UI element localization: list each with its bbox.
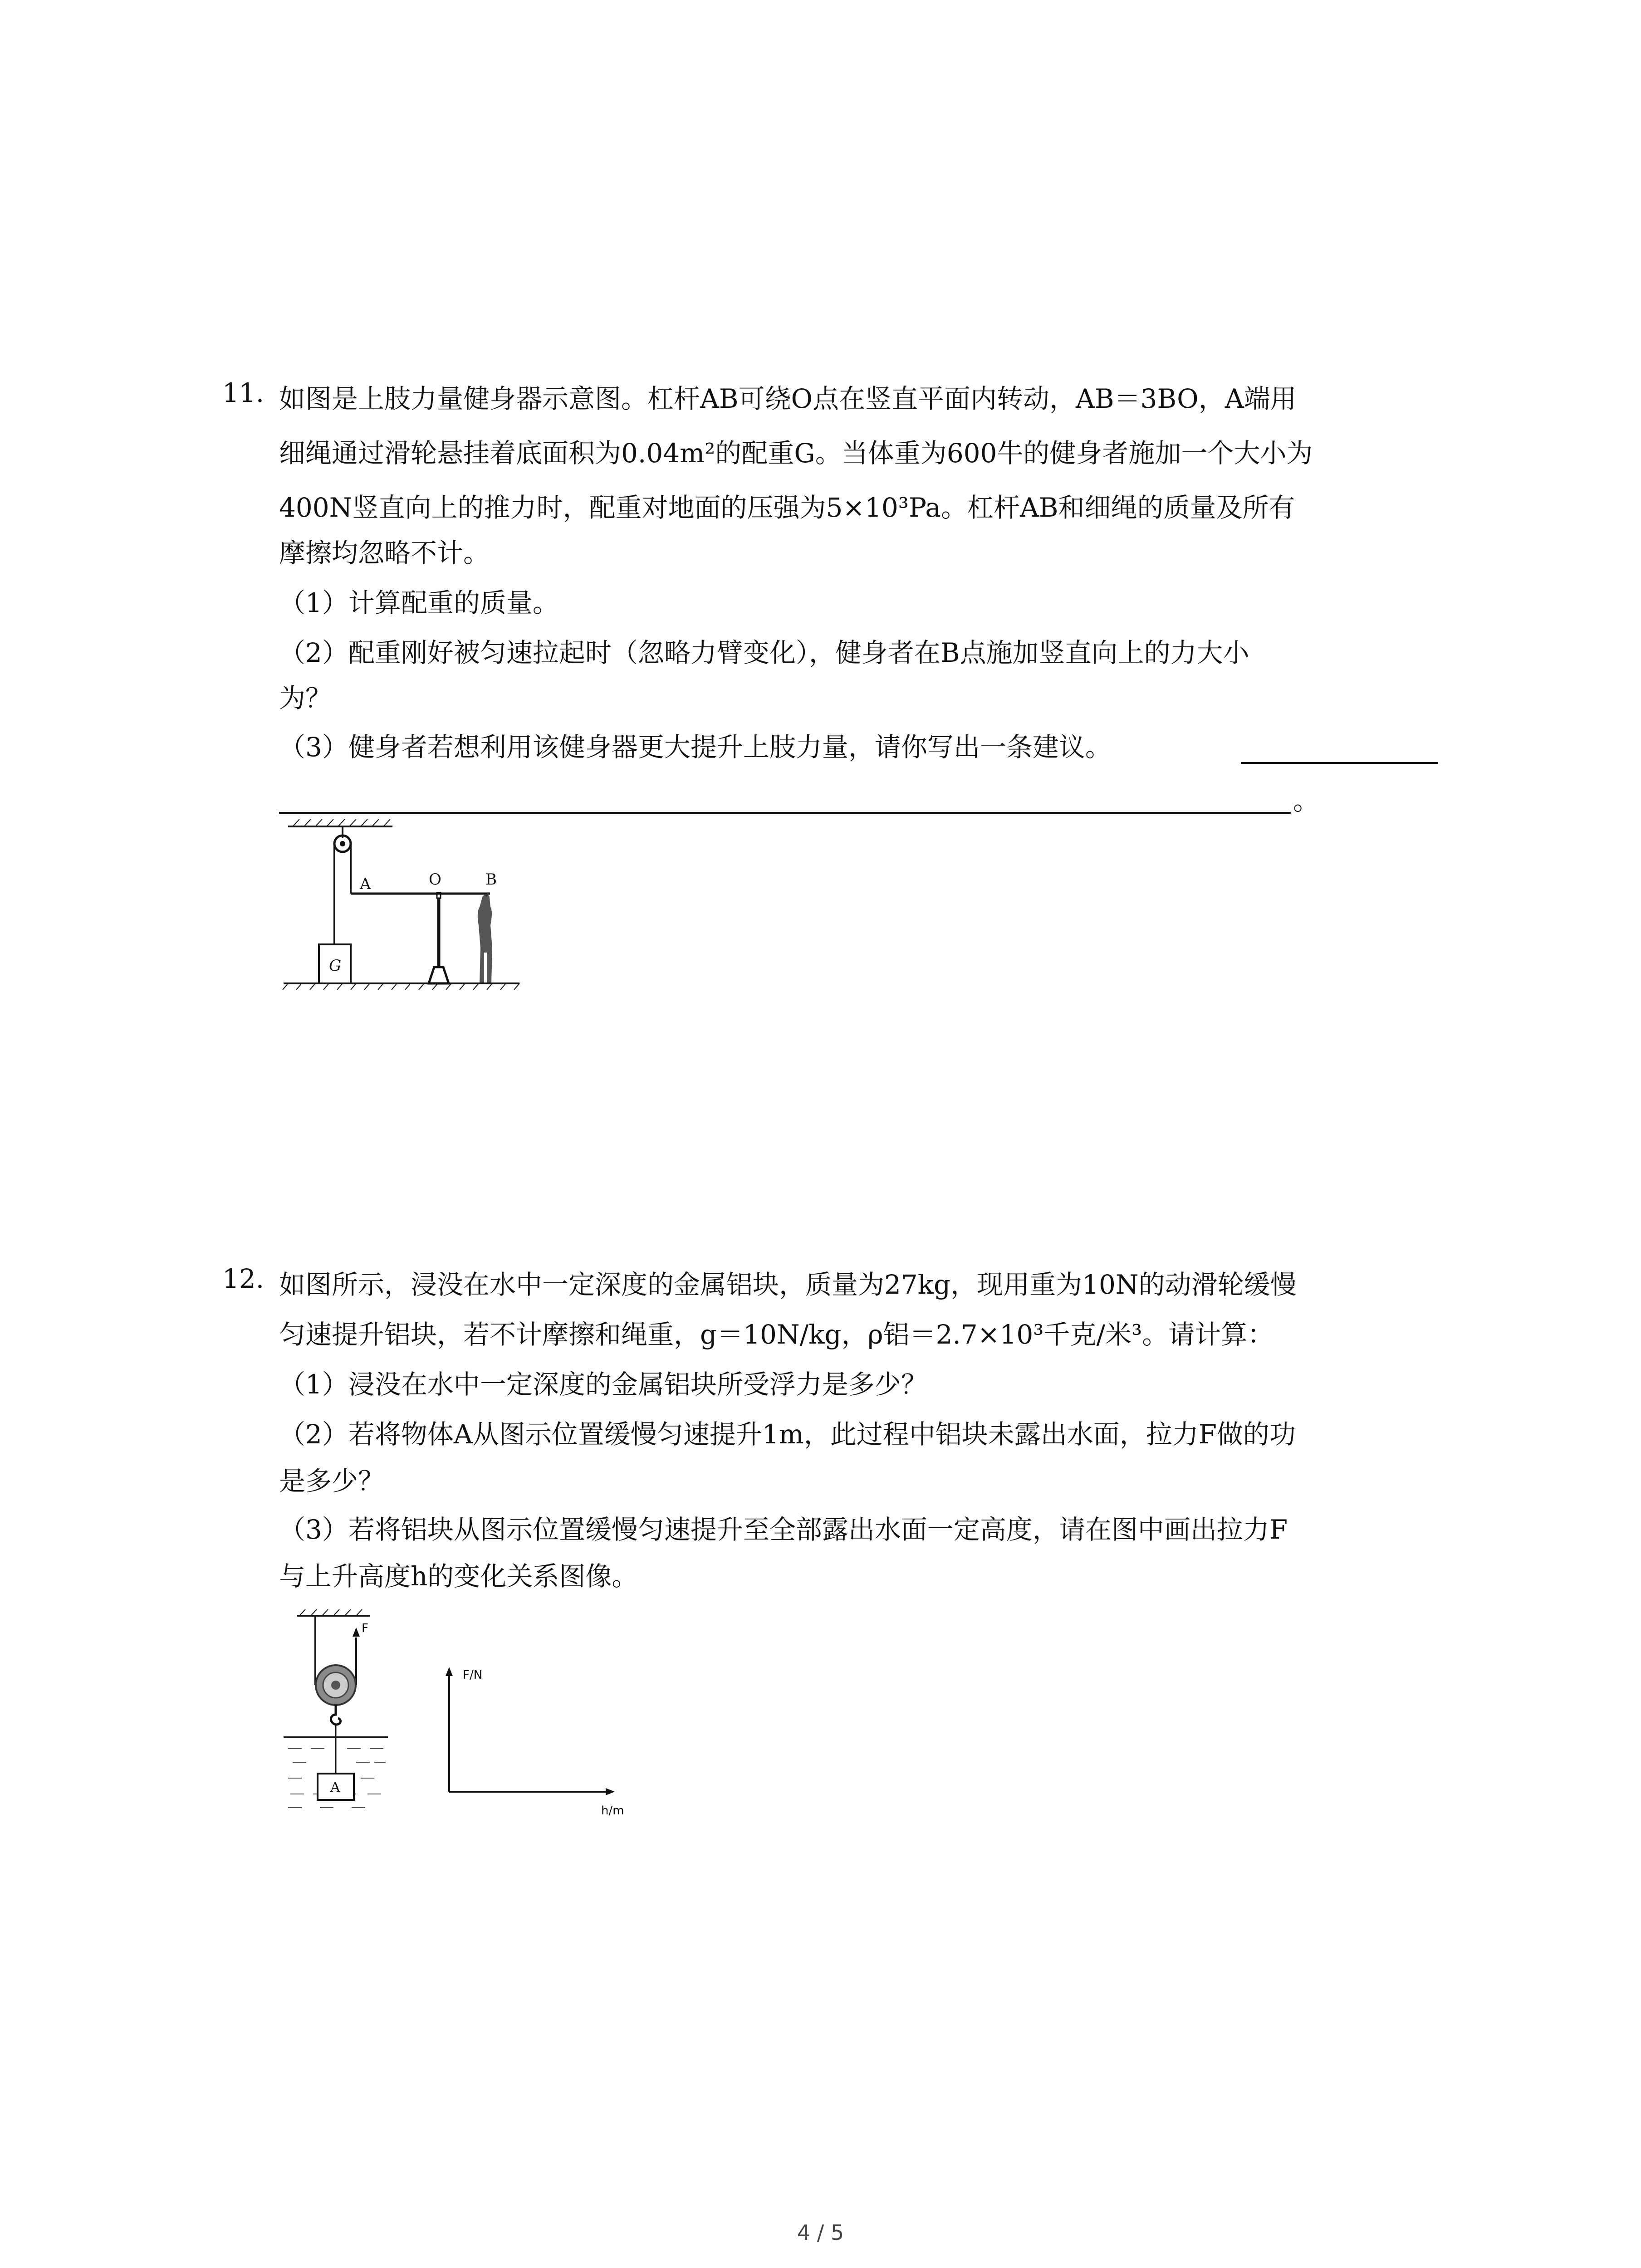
q11-sub1: （1）计算配重的质量。	[279, 587, 559, 618]
q11-line1: 如图是上肢力量健身器示意图。杠杆AB可绕O点在竖直平面内转动，AB＝3BO，A端用	[279, 383, 1297, 414]
q12-sub3a: （3）若将铝块从图示位置缓慢匀速提升至全部露出水面一定高度，请在图中画出拉力F	[279, 1514, 1288, 1545]
q11-sub2a: （2）配重刚好被匀速拉起时（忽略力臂变化），健身者在B点施加竖直向上的力大小	[279, 637, 1249, 668]
label-block-a: A	[330, 1779, 340, 1795]
q11-number: 11.	[222, 377, 265, 408]
q12-sub2a: （2）若将物体A从图示位置缓慢匀速提升1m，此过程中铝块未露出水面，拉力F做的功	[279, 1419, 1296, 1450]
label-g: G	[329, 957, 342, 975]
x-axis-label: h/m	[601, 1804, 624, 1818]
q12-sub2b: 是多少？	[279, 1466, 385, 1496]
q12-line2: 匀速提升铝块，若不计摩擦和绳重，g＝10N/kg，ρ铝＝2.7×10³千克/米³。请计算：	[279, 1319, 1274, 1350]
q12-sub1: （1）浸没在水中一定深度的金属铝块所受浮力是多少？	[279, 1369, 927, 1400]
q12-sub3b: 与上升高度h的变化关系图像。	[279, 1561, 638, 1592]
page-number: 4 / 5	[797, 2220, 844, 2245]
q11-line2: 细绳通过滑轮悬挂着底面积为0.04m²的配重G。当体重为600牛的健身者施加一个大小为	[279, 438, 1313, 469]
q11-line3: 400N竖直向上的推力时，配重对地面的压强为5×10³Pa。杠杆AB和细绳的质量及所有	[279, 492, 1295, 523]
answer-blank-1[interactable]	[1241, 762, 1438, 764]
q12-number: 12.	[222, 1263, 265, 1294]
label-f: F	[362, 1622, 368, 1635]
q12-line1: 如图所示，浸没在水中一定深度的金属铝块，质量为27kg，现用重为10N的动滑轮缓慢	[279, 1269, 1297, 1300]
label-o: O	[429, 870, 441, 889]
fitness-machine-figure	[279, 816, 542, 998]
pulley-water-figure	[279, 1606, 397, 1819]
label-a: A	[360, 875, 371, 893]
q11-line4: 摩擦均忽略不计。	[279, 538, 490, 568]
q11-sub2b: 为？	[279, 683, 332, 714]
q11-end-mark: 。	[1293, 785, 1320, 816]
y-axis-label: F/N	[463, 1668, 483, 1682]
label-b: B	[485, 870, 497, 889]
f-h-graph[interactable]	[436, 1662, 653, 1826]
q11-sub3: （3）健身者若想利用该健身器更大提升上肢力量，请你写出一条建议。	[279, 732, 1112, 763]
answer-blank-2[interactable]	[279, 812, 1291, 814]
